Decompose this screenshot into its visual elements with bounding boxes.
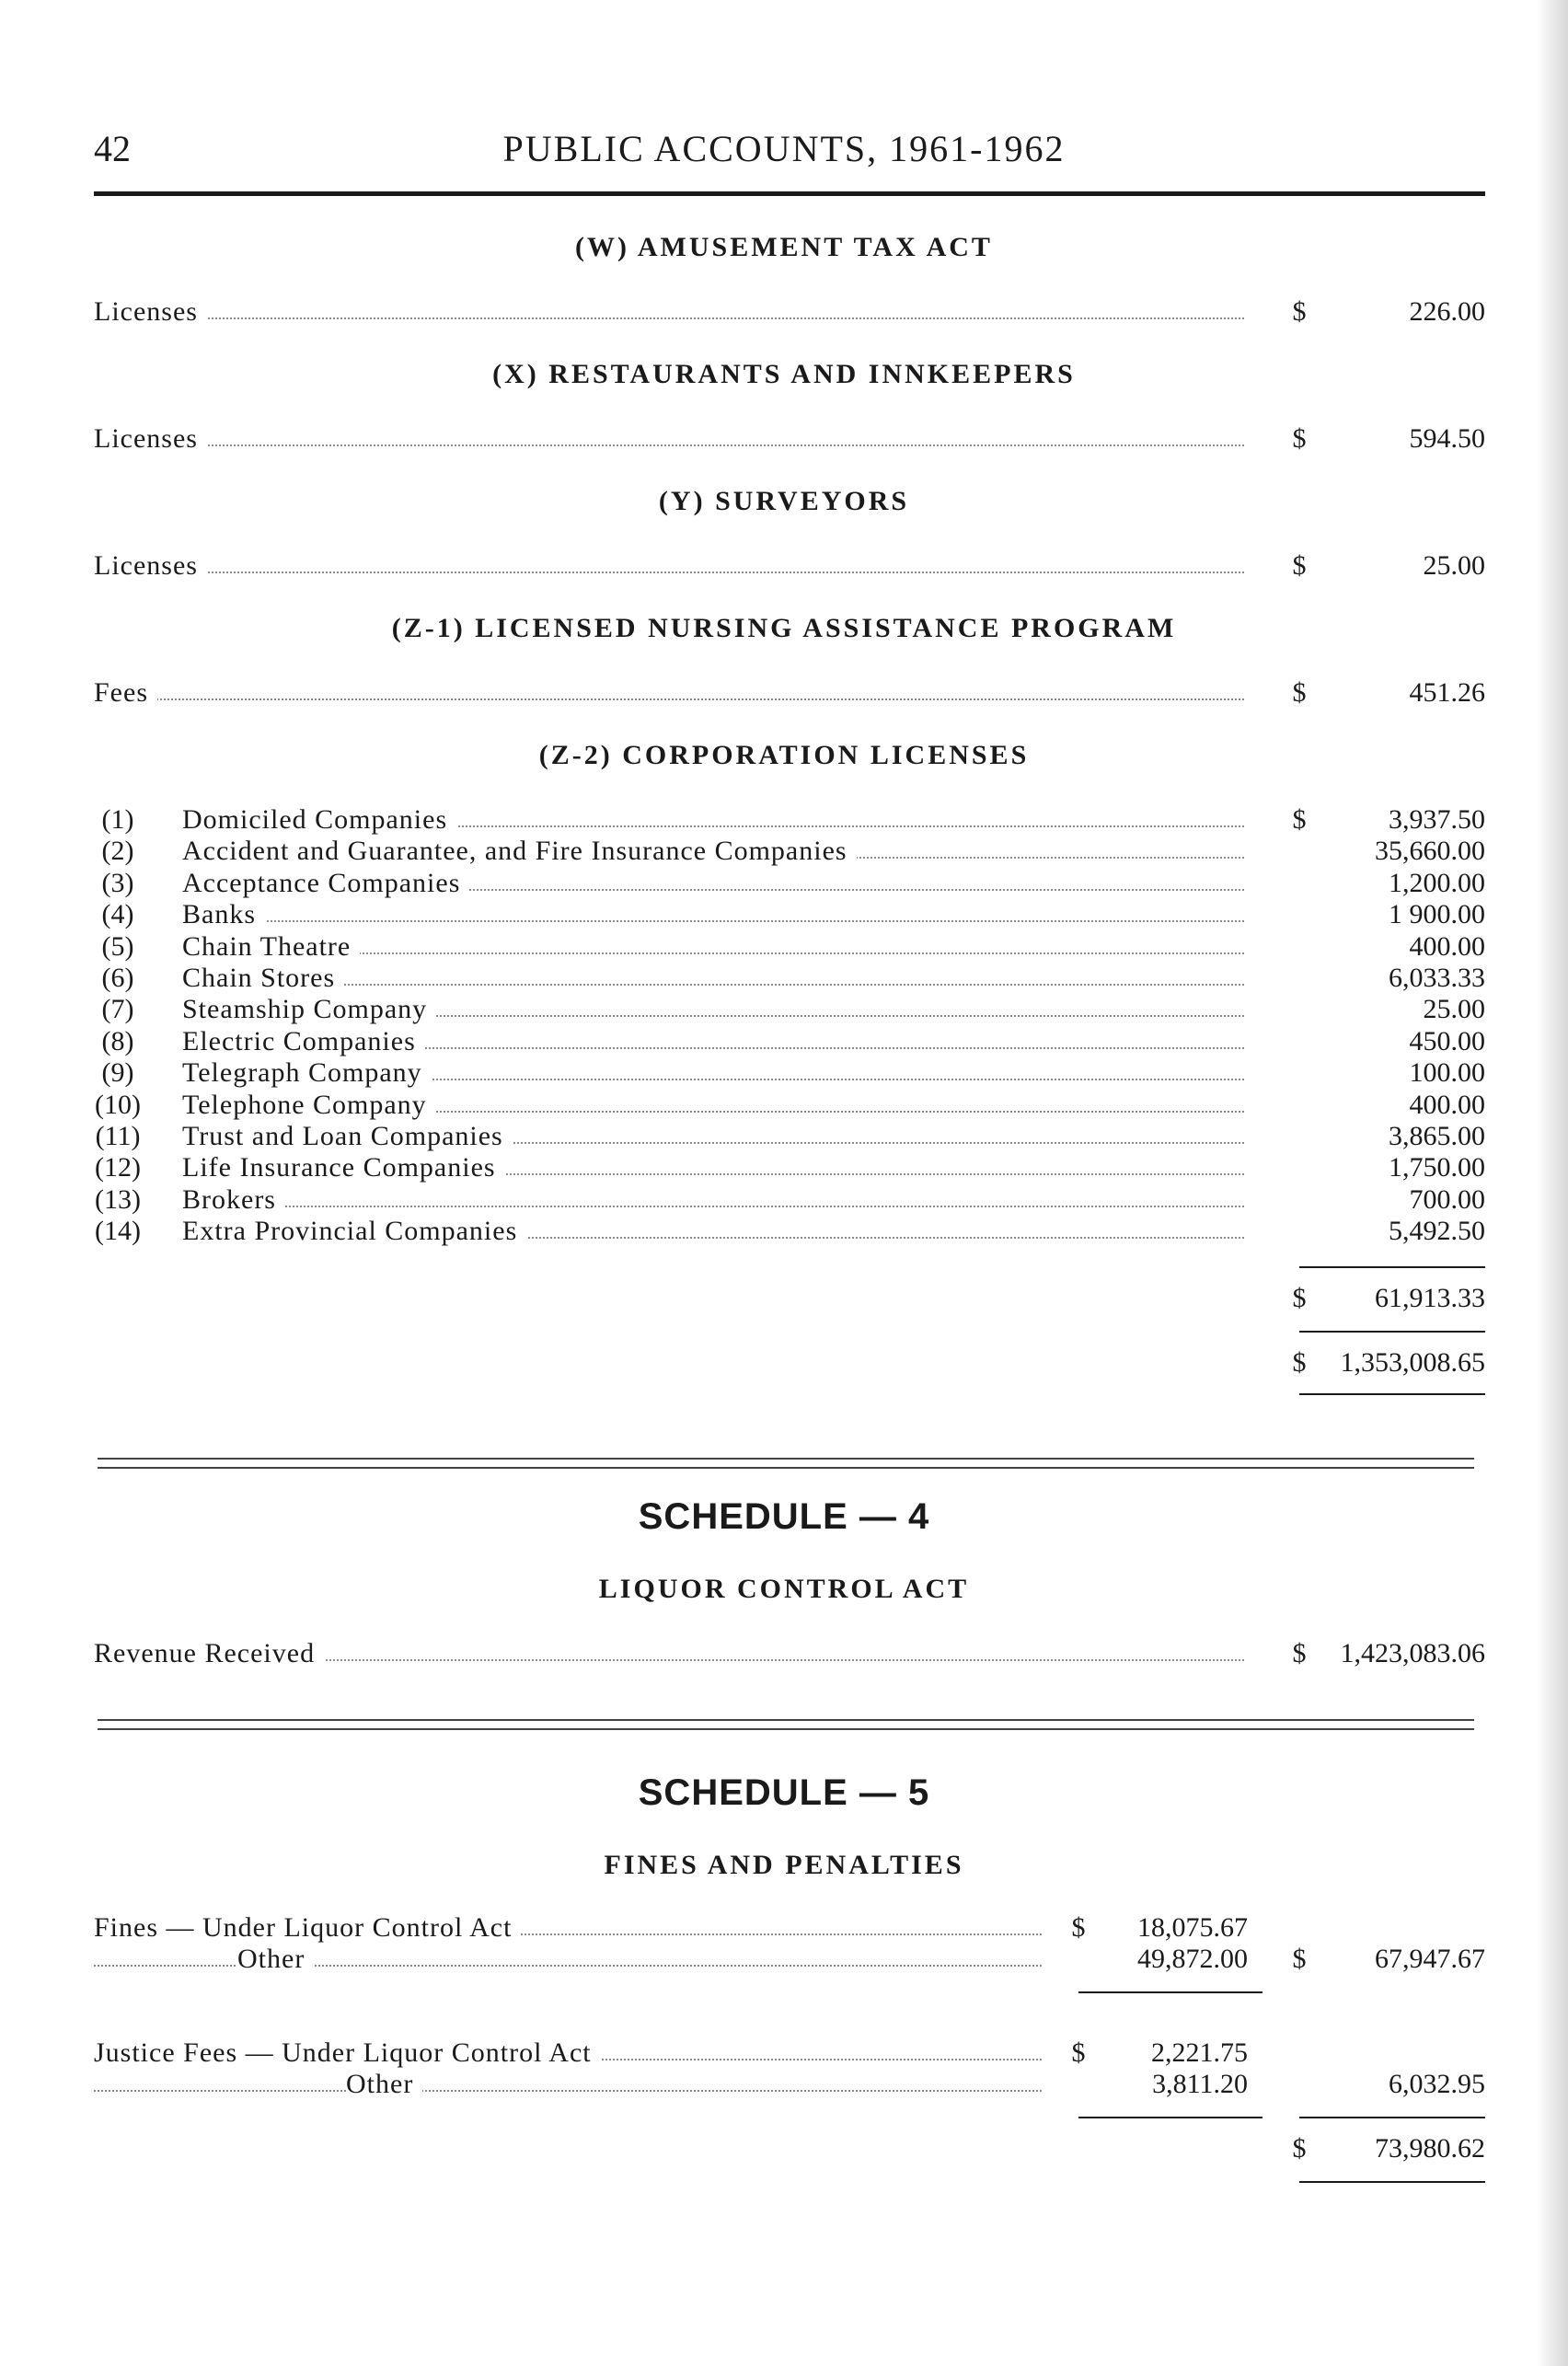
corporation-license-row (94, 1026, 1485, 1057)
corporation-license-row (94, 899, 1485, 930)
item-number: (13) (95, 1184, 141, 1215)
grand-total-row (94, 1347, 1485, 1379)
item-amount: 6,033.33 (1389, 963, 1485, 993)
header-rule (94, 191, 1485, 196)
fines-other-row (94, 1944, 1485, 1975)
leader-dots (94, 2090, 1042, 2092)
justice-total-amount: 6,032.95 (1389, 2069, 1485, 2099)
leader-dots (182, 1206, 1244, 1207)
section-heading-corporation: (Z-2) CORPORATION LICENSES (538, 740, 1030, 770)
section-divider (98, 1458, 1474, 1469)
item-amount: 3,937.50 (1389, 804, 1485, 835)
row-amount: 594.50 (1409, 423, 1485, 454)
currency-sign: $ (1071, 2037, 1086, 2068)
page-title: PUBLIC ACCOUNTS, 1961-1962 (502, 128, 1066, 169)
currency-sign: $ (1292, 1347, 1307, 1378)
leader-dots (94, 1965, 1042, 1967)
schedule-4-title: SCHEDULE — 4 (638, 1496, 930, 1537)
corporation-license-row (94, 804, 1485, 836)
currency-sign: $ (1292, 804, 1307, 835)
row-label: Licenses (94, 550, 207, 582)
row-label: Other (346, 2069, 422, 2100)
item-amount: 450.00 (1409, 1026, 1485, 1056)
restaurants-row (94, 423, 1485, 455)
item-label: Telegraph Company (182, 1057, 432, 1089)
row-label: Fines — Under Liquor Control Act (94, 1912, 521, 1944)
leader-dots (94, 571, 1244, 573)
corporation-license-row (94, 1216, 1485, 1247)
row-amount: 1,423,083.06 (1340, 1638, 1485, 1668)
row-amount: 18,075.67 (1137, 1912, 1248, 1943)
amusement-row (94, 296, 1485, 328)
row-amount: 226.00 (1409, 296, 1485, 327)
item-number: (14) (95, 1216, 141, 1246)
currency-sign: $ (1292, 1944, 1307, 1974)
item-label: Life Insurance Companies (182, 1152, 505, 1183)
currency-sign: $ (1292, 677, 1307, 708)
item-number: (1) (101, 804, 134, 835)
item-label: Electric Companies (182, 1026, 425, 1057)
page-edge-shadow (1537, 0, 1568, 2366)
row-label: Licenses (94, 296, 207, 328)
currency-sign: $ (1292, 550, 1307, 581)
corporation-license-row (94, 1057, 1485, 1089)
item-number: (11) (95, 1121, 141, 1151)
corporation-license-row (94, 1090, 1485, 1121)
item-number: (6) (101, 963, 134, 993)
item-number: (7) (101, 994, 134, 1024)
subtotal-rule (1299, 1266, 1485, 1268)
corporation-license-row (94, 931, 1485, 963)
total-underline (1299, 1393, 1485, 1395)
item-label: Chain Stores (182, 963, 344, 994)
item-number: (8) (101, 1026, 134, 1056)
item-amount: 3,865.00 (1389, 1121, 1485, 1151)
row-amount: 25.00 (1423, 550, 1485, 581)
item-amount: 25.00 (1423, 994, 1485, 1024)
justice-rule (1078, 2117, 1262, 2118)
item-label: Domiciled Companies (182, 804, 456, 836)
item-label: Trust and Loan Companies (182, 1121, 513, 1152)
item-amount: 1 900.00 (1389, 899, 1485, 929)
currency-sign: $ (1292, 1638, 1307, 1668)
item-label: Brokers (182, 1184, 285, 1216)
section-heading-nursing: (Z-1) LICENSED NURSING ASSISTANCE PROGRAM (391, 613, 1177, 643)
currency-sign: $ (1292, 296, 1307, 327)
grand-total-amount: 1,353,008.65 (1340, 1347, 1485, 1378)
item-number: (10) (95, 1090, 141, 1120)
item-number: (9) (101, 1057, 134, 1088)
item-number: (12) (95, 1152, 141, 1183)
schedule-4-heading: LIQUOR CONTROL ACT (598, 1574, 970, 1604)
schedule-5-heading: FINES AND PENALTIES (604, 1850, 964, 1880)
row-amount: 2,221.75 (1151, 2037, 1248, 2068)
item-amount: 1,750.00 (1389, 1152, 1485, 1183)
row-amount: 451.26 (1409, 677, 1485, 708)
corporation-subtotal-row (94, 1283, 1485, 1314)
section-heading-restaurants: (X) RESTAURANTS AND INNKEEPERS (492, 359, 1076, 389)
subtotal-amount: 61,913.33 (1375, 1283, 1485, 1313)
justice-total-rule (1299, 2117, 1485, 2118)
fines-under-row (94, 1912, 1485, 1944)
surveyors-row (94, 550, 1485, 582)
section-heading-amusement: (W) AMUSEMENT TAX ACT (575, 232, 993, 262)
section-divider (98, 1719, 1474, 1730)
item-label: Banks (182, 899, 265, 930)
row-label: Revenue Received (94, 1638, 324, 1669)
item-number: (4) (101, 899, 134, 929)
corporation-license-row (94, 1184, 1485, 1216)
item-amount: 1,200.00 (1389, 868, 1485, 898)
currency-sign: $ (1292, 2133, 1307, 2164)
item-amount: 100.00 (1409, 1057, 1485, 1088)
item-label: Acceptance Companies (182, 868, 469, 899)
revenue-received-row (94, 1638, 1485, 1669)
item-amount: 700.00 (1409, 1184, 1485, 1215)
corporation-license-row (94, 1121, 1485, 1152)
corporation-license-row (94, 994, 1485, 1025)
leader-dots (94, 317, 1244, 319)
item-label: Steamship Company (182, 994, 436, 1025)
row-label: Justice Fees — Under Liquor Control Act (94, 2037, 601, 2069)
section-heading-surveyors: (Y) SURVEYORS (658, 486, 910, 516)
leader-dots (94, 698, 1244, 700)
currency-sign: $ (1071, 1912, 1086, 1943)
schedule-5-total-amount: 73,980.62 (1375, 2133, 1485, 2164)
corporation-license-row (94, 868, 1485, 899)
corporation-license-row (94, 963, 1485, 994)
currency-sign: $ (1292, 1283, 1307, 1313)
item-amount: 400.00 (1409, 931, 1485, 962)
nursing-row (94, 677, 1485, 709)
leader-dots (182, 920, 1244, 922)
leader-dots (94, 444, 1244, 446)
fines-rule (1078, 1991, 1262, 1993)
row-label: Fees (94, 677, 157, 709)
item-number: (2) (101, 836, 134, 866)
row-amount: 3,811.20 (1152, 2069, 1248, 2099)
item-amount: 5,492.50 (1389, 1216, 1485, 1246)
row-amount: 49,872.00 (1137, 1944, 1248, 1974)
justice-under-row (94, 2037, 1485, 2069)
corporation-license-row (94, 836, 1485, 867)
page-number: 42 (94, 128, 131, 169)
item-amount: 400.00 (1409, 1090, 1485, 1120)
total-rule (1299, 1331, 1485, 1333)
row-label: Licenses (94, 423, 207, 455)
fines-total-amount: 67,947.67 (1375, 1944, 1485, 1974)
currency-sign: $ (1292, 423, 1307, 454)
justice-other-row (94, 2069, 1485, 2100)
item-label: Accident and Guarantee, and Fire Insurance Companies (182, 836, 857, 867)
item-label: Extra Provincial Companies (182, 1216, 526, 1247)
schedule-5-total-underline (1299, 2181, 1485, 2183)
item-number: (5) (101, 931, 134, 962)
corporation-license-row (94, 1152, 1485, 1183)
item-label: Chain Theatre (182, 931, 360, 963)
schedule-5-title: SCHEDULE — 5 (638, 1772, 930, 1813)
item-label: Telephone Company (182, 1090, 436, 1121)
row-label: Other (237, 1944, 314, 1975)
item-number: (3) (101, 868, 134, 898)
schedule-5-total-row (94, 2133, 1485, 2164)
item-amount: 35,660.00 (1375, 836, 1485, 866)
